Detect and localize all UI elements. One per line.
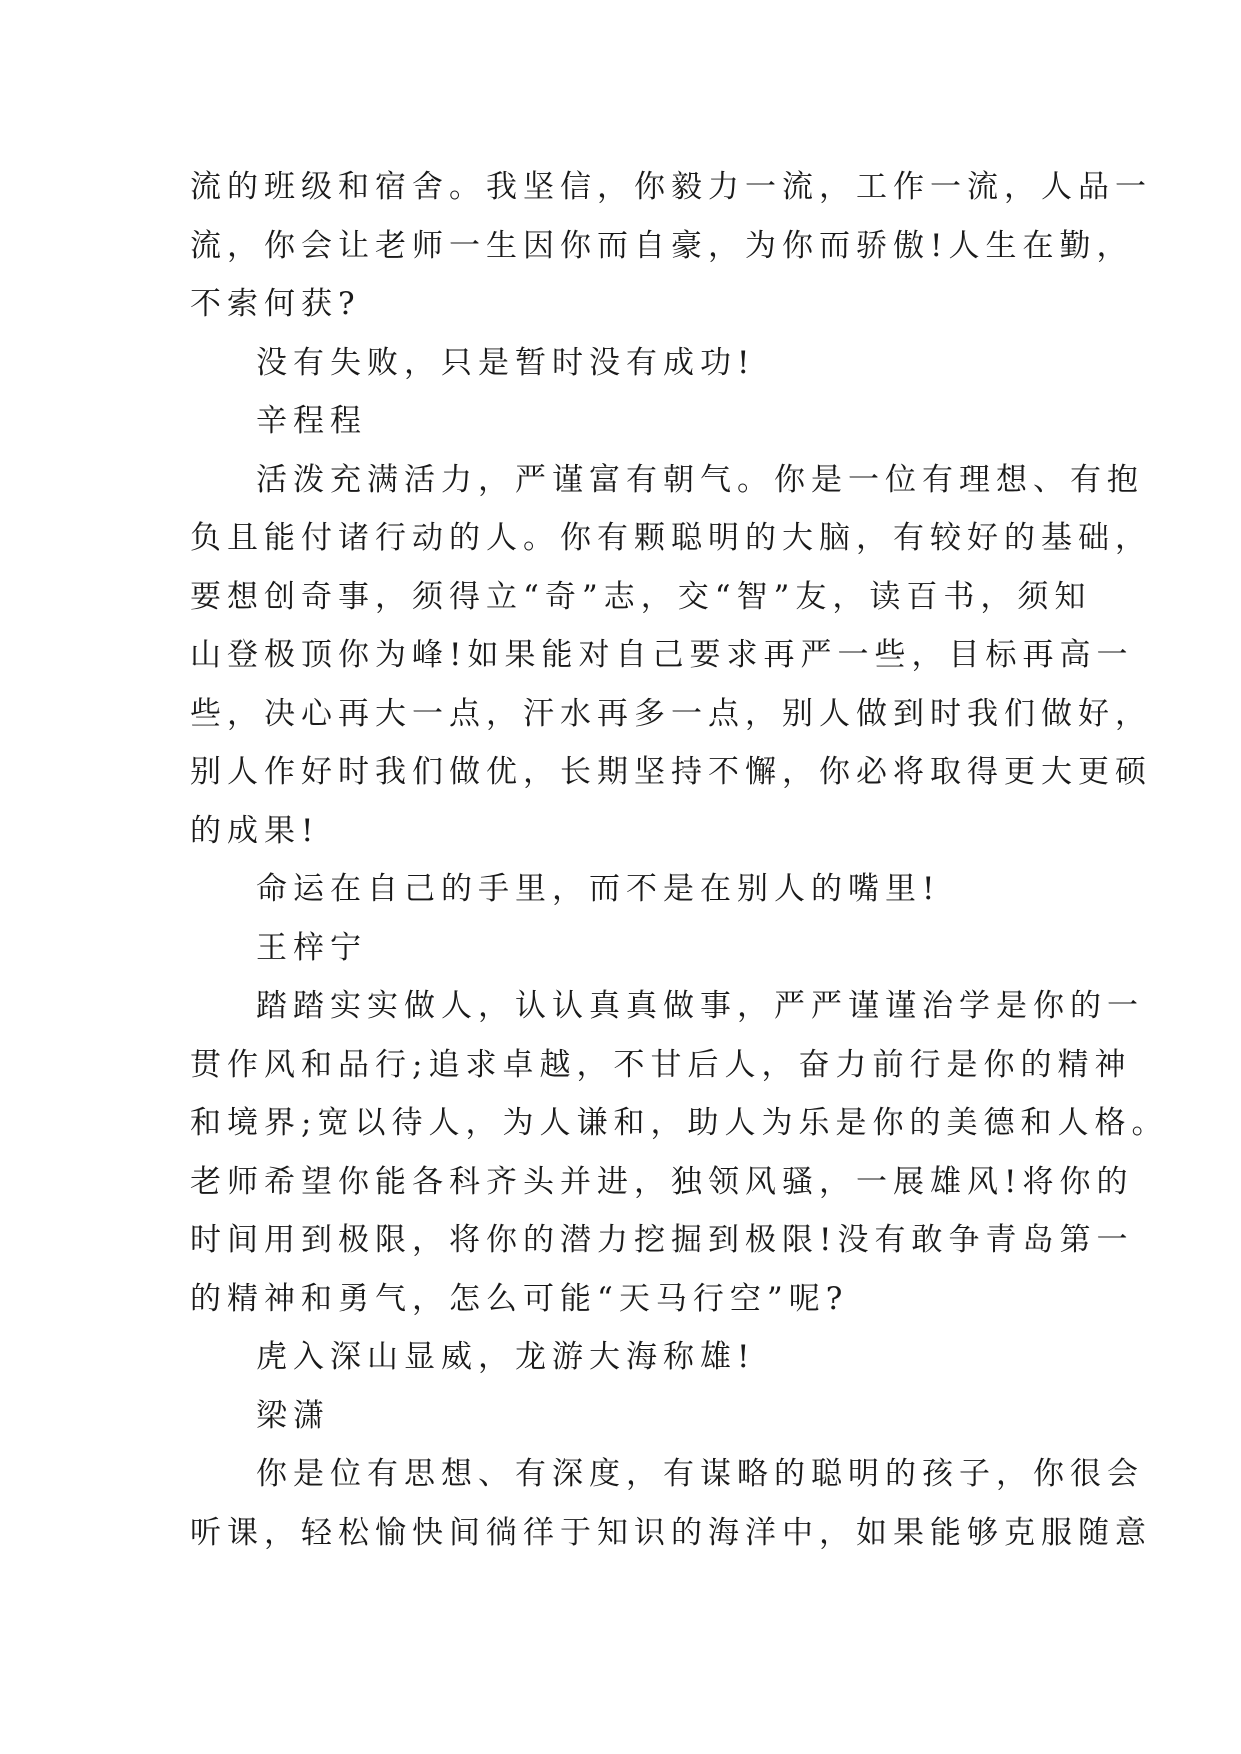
text-line: 贯作风和品行;追求卓越，不甘后人，奋力前行是你的精神: [190, 1046, 1132, 1083]
text-line: 时间用到极限，将你的潜力挖掘到极限!没有敢争青岛第一: [190, 1222, 1134, 1258]
text-line: 些，决心再大一点，汗水再多一点，别人做到时我们做好，: [190, 695, 1152, 732]
text-line: 的成果!: [190, 812, 320, 849]
text-line: 你是位有思想、有深度，有谋略的聪明的孩子，你很会: [256, 1456, 1144, 1492]
student-name: 王梓宁: [256, 929, 367, 966]
text-line: 不索何获?: [190, 286, 361, 322]
text-line: 听课，轻松愉快间徜徉于知识的海洋中，如果能够克服随意: [190, 1514, 1152, 1551]
text-line: 山登极顶你为峰!如果能对自己要求再严一些，目标再高一: [190, 637, 1134, 673]
student-name: 辛程程: [256, 403, 367, 439]
text-line: 负且能付诸行动的人。你有颗聪明的大脑，有较好的基础，: [190, 520, 1152, 556]
text-line: 的精神和勇气，怎么可能“天马行空”呢?: [190, 1280, 849, 1317]
text-line: 流的班级和宿舍。我坚信，你毅力一流，工作一流，人品一: [190, 169, 1152, 205]
text-line: 要想创奇事，须得立“奇”志，交“智”友，读百书，须知: [190, 578, 1092, 615]
motto-line: 命运在自己的手里，而不是在别人的嘴里!: [256, 871, 941, 907]
motto-line: 虎入深山显威，龙游大海称雄!: [256, 1339, 756, 1375]
text-line: 流，你会让老师一生因你而自豪，为你而骄傲!人生在勤，: [190, 227, 1134, 264]
motto-line: 没有失败，只是暂时没有成功!: [256, 344, 756, 381]
text-line: 踏踏实实做人，认认真真做事，严严谨谨治学是你的一: [256, 988, 1144, 1024]
text-line: 别人作好时我们做优，长期坚持不懈，你必将取得更大更硕: [190, 754, 1152, 790]
text-line: 活泼充满活力，严谨富有朝气。你是一位有理想、有抱: [256, 461, 1144, 498]
text-line: 老师希望你能各科齐头并进，独领风骚，一展雄风!将你的: [190, 1163, 1134, 1200]
document-body: [190, 158, 1169, 1562]
student-name: 梁潇: [256, 1397, 330, 1434]
text-line: 和境界;宽以待人，为人谦和，助人为乐是你的美德和人格。: [190, 1105, 1169, 1141]
